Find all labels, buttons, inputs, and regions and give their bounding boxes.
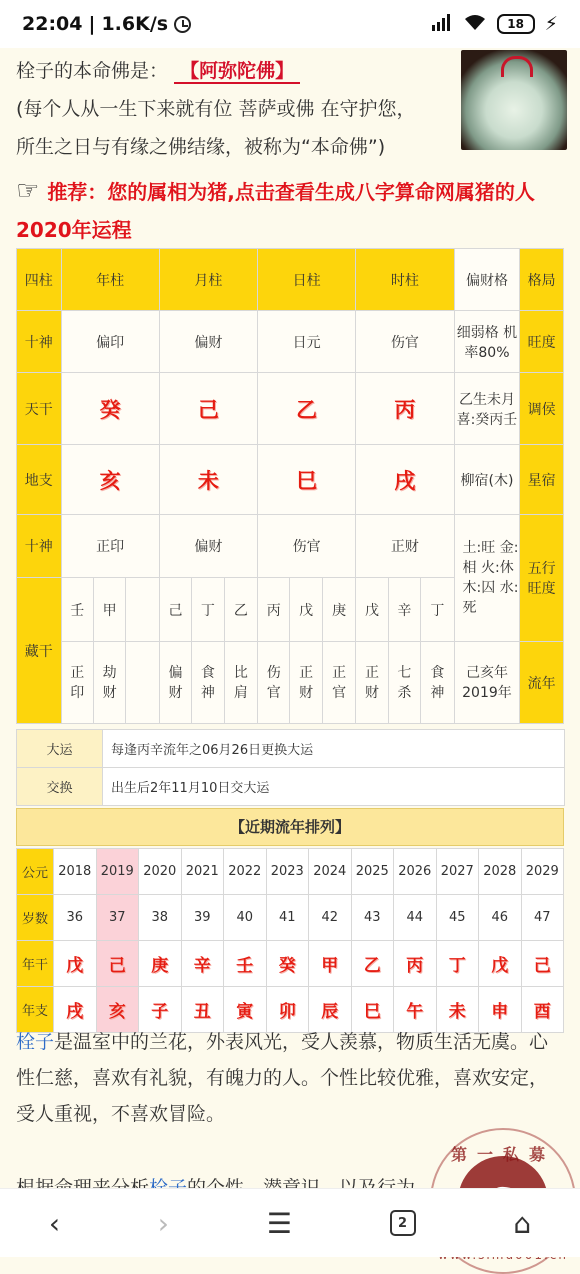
shishen-month: 偏财 [159, 311, 257, 373]
tiangan-month: 己 [159, 373, 257, 445]
niangan-cell: 丙 [394, 941, 437, 987]
hour-pillar-header: 时柱 [356, 249, 454, 311]
canggan-shishen-cell: 伤官 [258, 642, 290, 724]
canggan-cell: 辛 [388, 578, 420, 642]
month-pillar-header: 月柱 [159, 249, 257, 311]
menu-icon[interactable]: ☰ [266, 1206, 292, 1240]
battery-icon: 18 [497, 14, 535, 34]
side-label-wuxing: 五行旺度 [520, 515, 564, 642]
back-icon[interactable]: ‹ [48, 1206, 61, 1240]
dizhi-year: 亥 [61, 445, 159, 515]
pointing-hand-icon: ☞ [16, 176, 40, 206]
page-content [0, 48, 580, 1188]
gongyuan-cell: 2029 [521, 849, 564, 895]
canggan-cell [126, 578, 159, 642]
nianzhi-cell: 子 [139, 987, 182, 1033]
nianzhi-cell: 巳 [351, 987, 394, 1033]
intro-block [16, 52, 456, 166]
canggan-cell: 戊 [356, 578, 388, 642]
gongyuan-cell: 2025 [351, 849, 394, 895]
nianzhi-cell: 未 [436, 987, 479, 1033]
nianzhi-label: 年支 [17, 987, 54, 1033]
suishu-cell: 42 [309, 895, 352, 941]
tiangan-label: 天干 [17, 373, 62, 445]
dizhi-month: 未 [159, 445, 257, 515]
canggan-cell: 丁 [192, 578, 224, 642]
niangan-label: 年干 [17, 941, 54, 987]
nianzhi-cell: 午 [394, 987, 437, 1033]
nianzhi-cell: 丑 [181, 987, 224, 1033]
side-label-geju: 格局 [520, 249, 564, 311]
nianzhi-cell: 申 [479, 987, 522, 1033]
alarm-clock-icon [174, 16, 191, 33]
gongyuan-cell: 2028 [479, 849, 522, 895]
suishu-cell: 44 [394, 895, 437, 941]
dayun-table [16, 729, 565, 806]
watermark-top-text: 第一私募 [450, 1145, 555, 1164]
tiangan-day: 乙 [258, 373, 356, 445]
niangan-cell: 庚 [139, 941, 182, 987]
side-label-liunian: 流年 [520, 642, 564, 724]
canggan-shishen-cell: 正印 [61, 642, 93, 724]
suishu-cell: 46 [479, 895, 522, 941]
recommend-link[interactable] [16, 172, 566, 249]
niangan-cell: 己 [96, 941, 139, 987]
suishu-cell: 37 [96, 895, 139, 941]
gongyuan-cell: 2020 [139, 849, 182, 895]
canggan-cell: 己 [159, 578, 191, 642]
suishu-label: 岁数 [17, 895, 54, 941]
side-value-wangdu: 细弱格 机率80% [454, 311, 520, 373]
buddha-link[interactable]: 【阿弥陀佛】 [174, 60, 300, 84]
suishu-cell: 40 [224, 895, 267, 941]
side-value-geju: 偏财格 [454, 249, 520, 311]
shishen2-hour: 正财 [356, 515, 454, 578]
canggan-shishen-cell: 正财 [290, 642, 322, 724]
dayun-label: 大运 [17, 730, 103, 768]
canggan-shishen-cell: 比肩 [224, 642, 257, 724]
niangan-cell: 戊 [54, 941, 97, 987]
canggan-shishen-cell: 食神 [192, 642, 224, 724]
canggan-shishen-cell: 劫财 [93, 642, 125, 724]
canggan-shishen-cell: 食神 [421, 642, 454, 724]
canggan-shishen-cell: 偏财 [159, 642, 191, 724]
gongyuan-cell: 2023 [266, 849, 309, 895]
side-value-liunian: 己亥年 2019年 [454, 642, 520, 724]
browser-navbar [0, 1188, 580, 1257]
canggan-cell: 壬 [61, 578, 93, 642]
niangan-cell: 甲 [309, 941, 352, 987]
canggan-cell: 戊 [290, 578, 322, 642]
nianzhi-cell: 酉 [521, 987, 564, 1033]
shishen2-month: 偏财 [159, 515, 257, 578]
bazi-table [16, 248, 564, 724]
suishu-cell: 36 [54, 895, 97, 941]
side-value-xingxiu: 柳宿(木) [454, 445, 520, 515]
niangan-cell: 戊 [479, 941, 522, 987]
nianzhi-cell: 辰 [309, 987, 352, 1033]
canggan-cell: 甲 [93, 578, 125, 642]
niangan-cell: 己 [521, 941, 564, 987]
gongyuan-cell: 2021 [181, 849, 224, 895]
network-speed: 1.6K/s [101, 13, 169, 35]
forward-icon[interactable]: › [157, 1206, 169, 1240]
status-bar [0, 0, 580, 48]
person-name-link[interactable]: 栓子 [16, 1031, 55, 1053]
niangan-cell: 辛 [181, 941, 224, 987]
niangan-cell: 壬 [224, 941, 267, 987]
shishen-day: 日元 [258, 311, 356, 373]
status-time: 22:04 [22, 13, 83, 35]
shishen2-day: 伤官 [258, 515, 356, 578]
shishen-label: 十神 [17, 311, 62, 373]
status-separator: | [88, 13, 96, 35]
dizhi-label: 地支 [17, 445, 62, 515]
canggan-label: 藏干 [17, 578, 62, 724]
canggan-shishen-cell [126, 642, 159, 724]
sizhu-header: 四柱 [17, 249, 62, 311]
canggan-cell: 庚 [322, 578, 355, 642]
dizhi-hour: 戌 [356, 445, 454, 515]
description [16, 1024, 564, 1132]
canggan-shishen-cell: 正官 [322, 642, 355, 724]
day-pillar-header: 日柱 [258, 249, 356, 311]
charging-icon: ⚡ [544, 13, 558, 35]
gongyuan-label: 公元 [17, 849, 54, 895]
gongyuan-cell: 2018 [54, 849, 97, 895]
side-label-xingxiu: 星宿 [520, 445, 564, 515]
year-pillar-header: 年柱 [61, 249, 159, 311]
tiangan-hour: 丙 [356, 373, 454, 445]
suishu-cell: 43 [351, 895, 394, 941]
signal-icon [431, 13, 453, 36]
nianzhi-cell: 戌 [54, 987, 97, 1033]
niangan-cell: 丁 [436, 941, 479, 987]
side-value-wuxing: 土:旺 金:相 火:休 木:囚 水:死 [454, 515, 520, 642]
niangan-cell: 癸 [266, 941, 309, 987]
gongyuan-cell: 2024 [309, 849, 352, 895]
description-text: 是温室中的兰花，外表风光，受人羡慕，物质生活无虞。心性仁慈，喜欢有礼貌，有魄力的人。个性比较优雅，喜欢安定，受人重视，不喜欢冒险。 [16, 1031, 549, 1125]
shishen-year: 偏印 [61, 311, 159, 373]
side-label-tiaohou: 调侯 [520, 373, 564, 445]
canggan-cell: 乙 [224, 578, 257, 642]
canggan-shishen-cell: 正财 [356, 642, 388, 724]
gongyuan-cell: 2026 [394, 849, 437, 895]
suishu-cell: 41 [266, 895, 309, 941]
gongyuan-cell: 2027 [436, 849, 479, 895]
wifi-icon [463, 13, 487, 36]
canggan-cell: 丙 [258, 578, 290, 642]
suishu-cell: 38 [139, 895, 182, 941]
nianzhi-cell: 亥 [96, 987, 139, 1033]
gongyuan-cell: 2022 [224, 849, 267, 895]
shishen-hour: 伤官 [356, 311, 454, 373]
canggan-cell: 丁 [421, 578, 454, 642]
recommend-text: 推荐：您的属相为猪,点击查看生成八字算命网属猪的人2020年运程 [16, 180, 535, 242]
dizhi-day: 巳 [258, 445, 356, 515]
canggan-shishen-cell: 七杀 [388, 642, 420, 724]
intro-line-2: (每个人从一生下来就有位 菩萨或佛 在守护您， [16, 98, 416, 120]
nianzhi-cell: 卯 [266, 987, 309, 1033]
tiangan-year: 癸 [61, 373, 159, 445]
nianzhi-cell: 寅 [224, 987, 267, 1033]
shishen2-year: 正印 [61, 515, 159, 578]
jiaohuan-text: 出生后2年11月10日交大运 [103, 768, 565, 806]
home-icon[interactable]: ⌂ [513, 1206, 532, 1240]
recent-years-table [16, 848, 564, 1033]
niangan-cell: 乙 [351, 941, 394, 987]
suishu-cell: 39 [181, 895, 224, 941]
gongyuan-cell: 2019 [96, 849, 139, 895]
jade-pendant-image [461, 50, 567, 150]
shishen2-label: 十神 [17, 515, 62, 578]
dayun-text: 每逢丙辛流年之06月26日更换大运 [103, 730, 565, 768]
tabs-icon[interactable]: 2 [390, 1210, 416, 1236]
side-value-tiaohou: 乙生未月 喜:癸丙壬 [454, 373, 520, 445]
suishu-cell: 47 [521, 895, 564, 941]
intro-line-3: 所生之日与有缘之佛结缘，被称为“本命佛”) [16, 136, 386, 158]
jiaohuan-label: 交换 [17, 768, 103, 806]
side-label-wangdu: 旺度 [520, 311, 564, 373]
suishu-cell: 45 [436, 895, 479, 941]
intro-prefix: 栓子的本命佛是： [16, 60, 169, 82]
recent-years-title: 【近期流年排列】 [16, 808, 564, 846]
